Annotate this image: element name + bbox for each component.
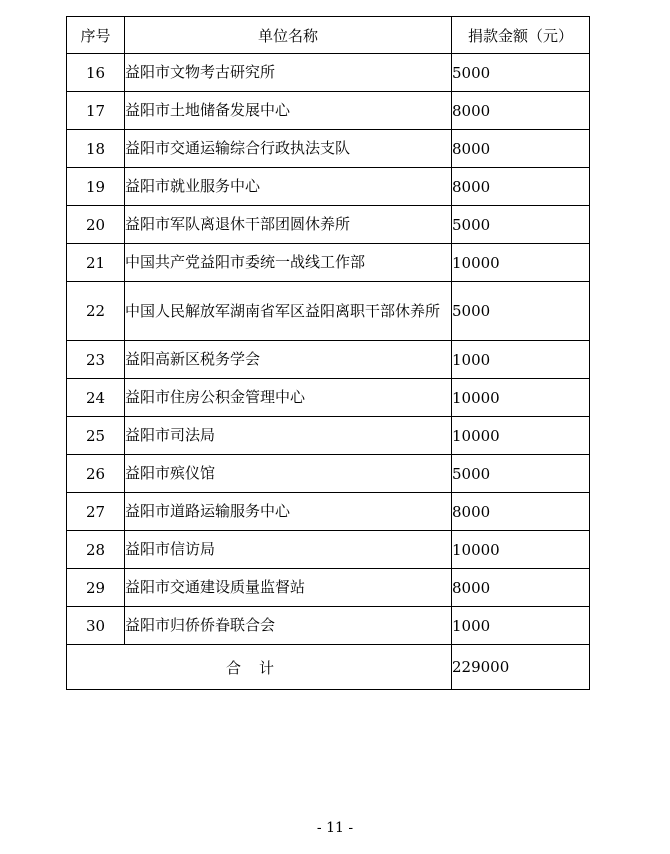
row-amount: 10000 [452, 417, 590, 455]
total-label: 合计 [67, 645, 452, 690]
row-serial-number: 19 [67, 168, 125, 206]
table-row [67, 379, 590, 417]
row-amount: 5000 [452, 206, 590, 244]
row-serial-number: 18 [67, 130, 125, 168]
table-row [67, 130, 590, 168]
row-unit-name: 益阳市交通建设质量监督站 [125, 569, 452, 607]
row-amount: 10000 [452, 531, 590, 569]
row-amount: 8000 [452, 130, 590, 168]
row-amount: 5000 [452, 455, 590, 493]
table-row [67, 206, 590, 244]
row-unit-name: 益阳市文物考古研究所 [125, 54, 452, 92]
table-row [67, 417, 590, 455]
row-amount: 8000 [452, 92, 590, 130]
row-serial-number: 24 [67, 379, 125, 417]
table-row [67, 54, 590, 92]
table-row [67, 569, 590, 607]
row-serial-number: 29 [67, 569, 125, 607]
row-serial-number: 25 [67, 417, 125, 455]
row-amount: 10000 [452, 244, 590, 282]
table-row [67, 493, 590, 531]
table-row [67, 455, 590, 493]
table-row [67, 244, 590, 282]
row-unit-name: 益阳市司法局 [125, 417, 452, 455]
table-row [67, 282, 590, 341]
row-serial-number: 26 [67, 455, 125, 493]
row-serial-number: 30 [67, 607, 125, 645]
row-unit-name: 益阳市住房公积金管理中心 [125, 379, 452, 417]
header-unit-name: 单位名称 [125, 17, 452, 54]
row-serial-number: 21 [67, 244, 125, 282]
donation-table [66, 16, 590, 690]
total-amount: 229000 [452, 645, 590, 690]
row-unit-name: 益阳市交通运输综合行政执法支队 [125, 130, 452, 168]
row-serial-number: 17 [67, 92, 125, 130]
header-donation-amount: 捐款金额（元） [452, 17, 590, 54]
row-unit-name: 中国共产党益阳市委统一战线工作部 [125, 244, 452, 282]
table-row [67, 607, 590, 645]
row-unit-name: 益阳市信访局 [125, 531, 452, 569]
table-row [67, 531, 590, 569]
table-row [67, 168, 590, 206]
header-serial-number: 序号 [67, 17, 125, 54]
row-unit-name: 益阳市道路运输服务中心 [125, 493, 452, 531]
row-unit-name: 益阳高新区税务学会 [125, 341, 452, 379]
row-amount: 8000 [452, 168, 590, 206]
row-unit-name: 中国人民解放军湖南省军区益阳离职干部休养所 [125, 282, 452, 341]
table-row [67, 92, 590, 130]
row-amount: 5000 [452, 282, 590, 341]
row-unit-name: 益阳市土地储备发展中心 [125, 92, 452, 130]
row-amount: 8000 [452, 569, 590, 607]
row-amount: 1000 [452, 607, 590, 645]
row-serial-number: 22 [67, 282, 125, 341]
row-unit-name: 益阳市归侨侨眷联合会 [125, 607, 452, 645]
total-row [67, 645, 590, 690]
row-unit-name: 益阳市军队离退休干部团圆休养所 [125, 206, 452, 244]
row-amount: 10000 [452, 379, 590, 417]
row-serial-number: 23 [67, 341, 125, 379]
page-number: - 11 - [316, 820, 354, 836]
row-amount: 5000 [452, 54, 590, 92]
row-serial-number: 20 [67, 206, 125, 244]
row-serial-number: 16 [67, 54, 125, 92]
row-unit-name: 益阳市殡仪馆 [125, 455, 452, 493]
table-row [67, 341, 590, 379]
row-serial-number: 28 [67, 531, 125, 569]
row-amount: 8000 [452, 493, 590, 531]
row-serial-number: 27 [67, 493, 125, 531]
row-unit-name: 益阳市就业服务中心 [125, 168, 452, 206]
table-header-row [67, 17, 590, 54]
row-amount: 1000 [452, 341, 590, 379]
